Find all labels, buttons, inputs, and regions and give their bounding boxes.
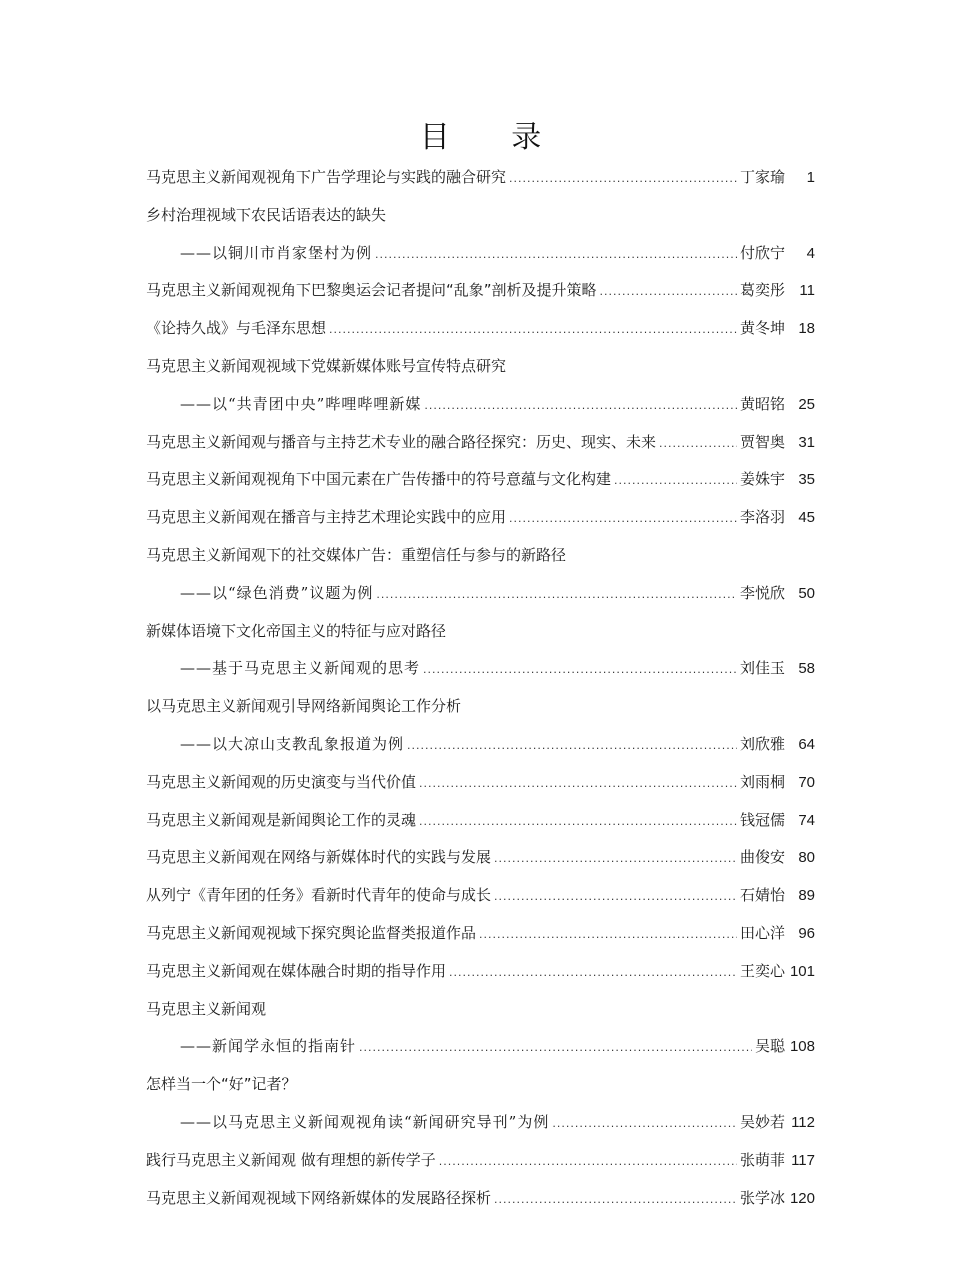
entry-title: 乡村治理视域下农民话语表达的缺失 <box>146 205 387 224</box>
entry-subtitle: ——以大凉山支教乱象报道为例 <box>180 734 405 753</box>
entry-title: 马克思主义新闻观视域下探究舆论监督类报道作品 <box>146 923 477 942</box>
entry-author: 李悦欣 <box>739 583 785 602</box>
entry-page-number: 74 <box>798 811 815 829</box>
toc-subtitle-row[interactable] <box>146 1028 815 1066</box>
toc-subtitle-row[interactable] <box>146 650 815 688</box>
dot-leader <box>407 727 737 765</box>
entry-author: 丁家瑜 <box>739 168 785 186</box>
entry-page-number: 117 <box>791 1151 815 1169</box>
entry-author: 田心洋 <box>739 923 785 942</box>
entry-page-number: 89 <box>798 887 815 905</box>
dot-leader <box>424 387 737 425</box>
dot-leader <box>423 651 737 689</box>
toc-entry-row[interactable] <box>146 1180 815 1218</box>
entry-page-number: 18 <box>798 320 815 338</box>
entry-title: 马克思主义新闻观 <box>146 999 267 1018</box>
entry-title: 马克思主义新闻观在网络与新媒体时代的实践与发展 <box>146 848 492 867</box>
entry-page-number: 120 <box>789 1189 815 1207</box>
dot-leader <box>659 425 737 463</box>
table-of-contents <box>146 159 815 1217</box>
entry-title: 马克思主义新闻观与播音与主持艺术专业的融合路径探究：历史、现实、未来 <box>146 432 657 451</box>
entry-subtitle: ——以“绿色消费”议题为例 <box>180 583 374 602</box>
toc-entry-row[interactable] <box>146 499 815 537</box>
toc-subtitle-row[interactable] <box>146 386 815 424</box>
entry-page-number: 4 <box>806 244 815 262</box>
entry-subtitle: ——以“共青团中央”哔哩哔哩新媒 <box>180 394 422 413</box>
entry-title: 马克思主义新闻观视域下网络新媒体的发展路径探析 <box>146 1188 492 1207</box>
dot-leader <box>509 500 737 538</box>
entry-title: 马克思主义新闻观是新闻舆论工作的灵魂 <box>146 810 417 829</box>
dot-leader <box>359 1029 752 1067</box>
toc-entry-row[interactable] <box>146 1066 815 1104</box>
entry-page-number: 70 <box>798 773 815 791</box>
entry-title: 以马克思主义新闻观引导网络新闻舆论工作分析 <box>146 697 462 716</box>
entry-page-number: 31 <box>798 433 815 451</box>
dot-leader <box>375 236 737 274</box>
dot-leader <box>419 803 737 841</box>
entry-page-number: 80 <box>798 849 815 867</box>
entry-author: 张萌菲 <box>739 1150 785 1169</box>
entry-page-number: 45 <box>798 509 815 527</box>
entry-title: 马克思主义新闻观视角下中国元素在广告传播中的符号意蕴与文化构建 <box>146 470 612 489</box>
toc-entry-row[interactable] <box>146 159 815 197</box>
toc-entry-row[interactable] <box>146 424 815 462</box>
dot-leader <box>479 916 737 954</box>
toc-entry-row[interactable] <box>146 537 815 575</box>
entry-subtitle: ——新闻学永恒的指南针 <box>180 1037 357 1056</box>
entry-title: 马克思主义新闻观视域下党媒新媒体账号宣传特点研究 <box>146 356 507 375</box>
entry-page-number: 108 <box>789 1038 815 1056</box>
entry-page-number: 35 <box>798 471 815 489</box>
entry-author: 王奕心 <box>739 961 785 980</box>
entry-author: 付欣宁 <box>739 243 785 262</box>
entry-page-number: 101 <box>789 962 815 980</box>
toc-entry-row[interactable] <box>146 839 815 877</box>
toc-entry-row[interactable] <box>146 688 815 726</box>
dot-leader <box>494 878 737 916</box>
dot-leader <box>614 462 737 500</box>
entry-title: 践行马克思主义新闻观 做有理想的新传学子 <box>146 1150 436 1169</box>
entry-author: 刘欣雅 <box>739 734 785 753</box>
toc-entry-row[interactable] <box>146 272 815 310</box>
entry-author: 吴妙若 <box>739 1112 785 1131</box>
entry-author: 黄昭铭 <box>739 394 785 413</box>
entry-author: 李洛羽 <box>739 508 785 527</box>
entry-title: 怎样当一个“好”记者？ <box>146 1075 297 1094</box>
entry-author: 姜姝宇 <box>739 470 785 489</box>
dot-leader <box>509 160 737 198</box>
dot-leader <box>419 765 737 803</box>
entry-title: 马克思主义新闻观在播音与主持艺术理论实践中的应用 <box>146 508 507 527</box>
dot-leader <box>494 840 737 878</box>
entry-subtitle: ——以铜川市肖家堡村为例 <box>180 243 373 262</box>
toc-entry-row[interactable] <box>146 613 815 651</box>
toc-entry-row[interactable] <box>146 991 815 1029</box>
toc-entry-row[interactable] <box>146 915 815 953</box>
entry-title: 马克思主义新闻观视角下巴黎奥运会记者提问“乱象”剖析及提升策略 <box>146 281 597 300</box>
entry-page-number: 112 <box>791 1113 815 1131</box>
entry-author: 贾智奥 <box>739 432 785 451</box>
dot-leader <box>449 954 737 992</box>
entry-title: 马克思主义新闻观视角下广告学理论与实践的融合研究 <box>146 168 507 186</box>
entry-author: 钱冠儒 <box>739 810 785 829</box>
entry-title: 马克思主义新闻观下的社交媒体广告：重塑信任与参与的新路径 <box>146 545 567 564</box>
dot-leader <box>552 1105 737 1143</box>
entry-author: 黄冬坤 <box>739 319 785 338</box>
toc-entry-row[interactable] <box>146 877 815 915</box>
entry-subtitle: ——基于马克思主义新闻观的思考 <box>180 659 421 678</box>
entry-page-number: 50 <box>798 584 815 602</box>
toc-entry-row[interactable] <box>146 310 815 348</box>
toc-entry-row[interactable] <box>146 764 815 802</box>
entry-page-number: 11 <box>799 282 815 300</box>
toc-entry-row[interactable] <box>146 953 815 991</box>
entry-author: 刘佳玉 <box>739 659 785 678</box>
entry-author: 刘雨桐 <box>739 772 785 791</box>
entry-page-number: 58 <box>798 660 815 678</box>
dot-leader <box>494 1181 737 1219</box>
entry-title: 马克思主义新闻观的历史演变与当代价值 <box>146 772 417 791</box>
entry-author: 曲俊安 <box>739 848 785 867</box>
entry-title: 新媒体语境下文化帝国主义的特征与应对路径 <box>146 621 447 640</box>
entry-title: 马克思主义新闻观在媒体融合时期的指导作用 <box>146 961 447 980</box>
dot-leader <box>376 576 737 614</box>
entry-title: 《论持久战》与毛泽东思想 <box>146 319 327 338</box>
dot-leader <box>600 273 737 311</box>
entry-author: 石婧怡 <box>739 886 785 905</box>
entry-page-number: 64 <box>798 735 815 753</box>
toc-subtitle-row[interactable] <box>146 726 815 764</box>
toc-entry-row[interactable] <box>146 348 815 386</box>
toc-subtitle-row[interactable] <box>146 575 815 613</box>
entry-page-number: 1 <box>806 169 815 186</box>
dot-leader <box>439 1143 737 1181</box>
entry-title: 从列宁《青年团的任务》看新时代青年的使命与成长 <box>146 886 492 905</box>
dot-leader <box>329 311 737 349</box>
toc-subtitle-row[interactable] <box>146 235 815 273</box>
toc-entry-row[interactable] <box>146 461 815 499</box>
entry-author: 葛奕彤 <box>739 281 785 300</box>
toc-entry-row[interactable] <box>146 197 815 235</box>
entry-author: 张学冰 <box>739 1188 785 1207</box>
toc-entry-row[interactable] <box>146 1142 815 1180</box>
page-title: 目 录 <box>419 120 568 155</box>
entry-page-number: 25 <box>798 395 815 413</box>
entry-page-number: 96 <box>798 924 815 942</box>
toc-entry-row[interactable] <box>146 802 815 840</box>
entry-subtitle: ——以马克思主义新闻观视角读“新闻研究导刊”为例 <box>180 1112 550 1131</box>
entry-author: 吴聪 <box>754 1037 785 1056</box>
toc-subtitle-row[interactable] <box>146 1104 815 1142</box>
